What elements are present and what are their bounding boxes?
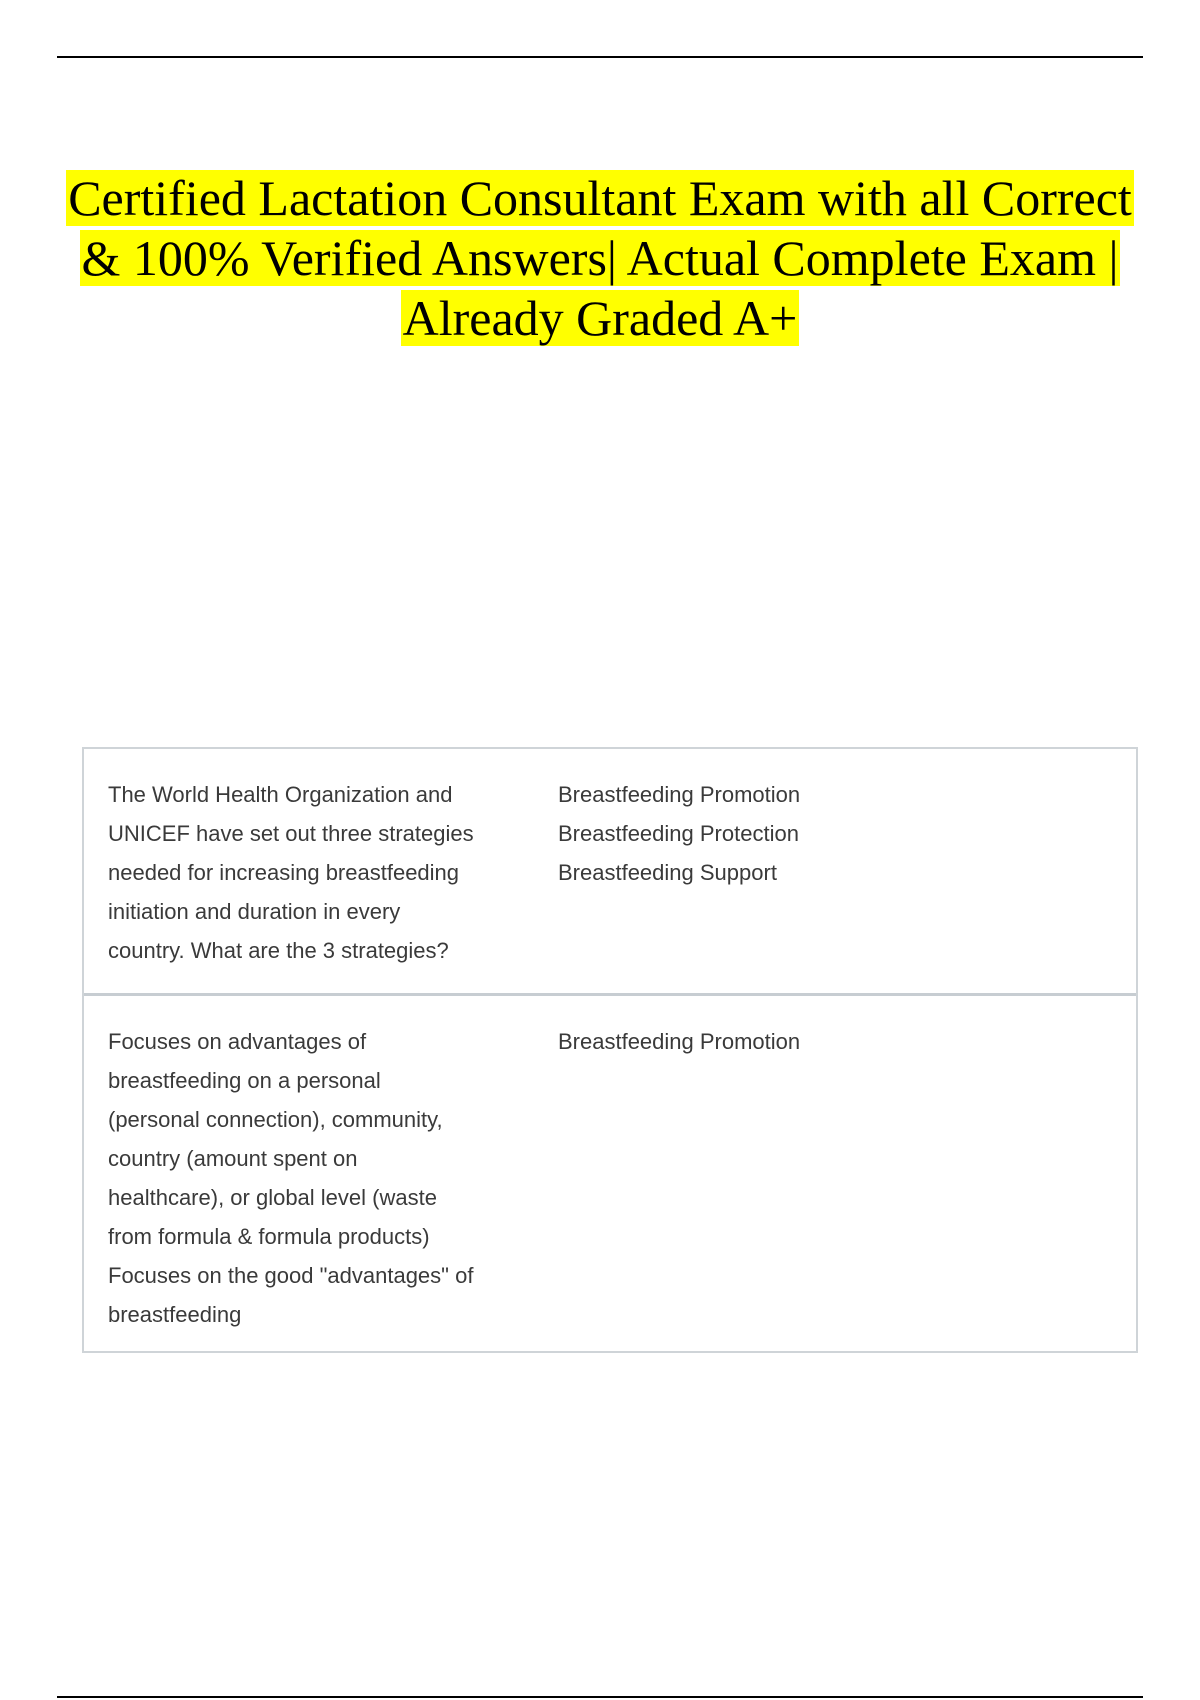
header-rule [57,56,1143,58]
term-line: initiation and duration in every [108,899,401,924]
definition-line: Breastfeeding Support [558,860,777,885]
definition-line: Breastfeeding Protection [558,821,799,846]
definition-line: Breastfeeding Promotion [558,782,801,807]
flashcard-table [82,747,1138,1353]
card-term [108,775,508,969]
card-definition [558,1022,1112,1327]
term-line: country. What are the 3 strategies? [108,938,449,963]
term-line: Focuses on advantages of [108,1029,367,1054]
flashcard-row [84,993,1136,1351]
term-line: The World Health Organization and [108,782,453,807]
card-definition [558,775,1112,969]
card-term [108,1022,508,1327]
title-line-2: & 100% Verified Answers| Actual Complete Exam | [81,230,1119,286]
term-line: Focuses on the good "advantages" of [108,1263,474,1288]
term-line: (personal connection), community, [108,1107,443,1132]
term-line: breastfeeding on a personal [108,1068,381,1093]
term-line: from formula & formula products) [108,1224,430,1249]
document-title [60,168,1140,348]
term-line: UNICEF have set out three strategies [108,821,474,846]
term-line: needed for increasing breastfeeding [108,860,460,885]
term-line: country (amount spent on [108,1146,358,1171]
term-line: breastfeeding [108,1302,242,1327]
title-line-3: Already Graded A+ [402,290,798,346]
flashcard-row [84,749,1136,993]
term-line: healthcare), or global level (waste [108,1185,437,1210]
footer-rule [57,1696,1143,1698]
title-line-1: Certified Lactation Consultant Exam with all Correct [68,170,1132,226]
definition-line: Breastfeeding Promotion [558,1029,801,1054]
